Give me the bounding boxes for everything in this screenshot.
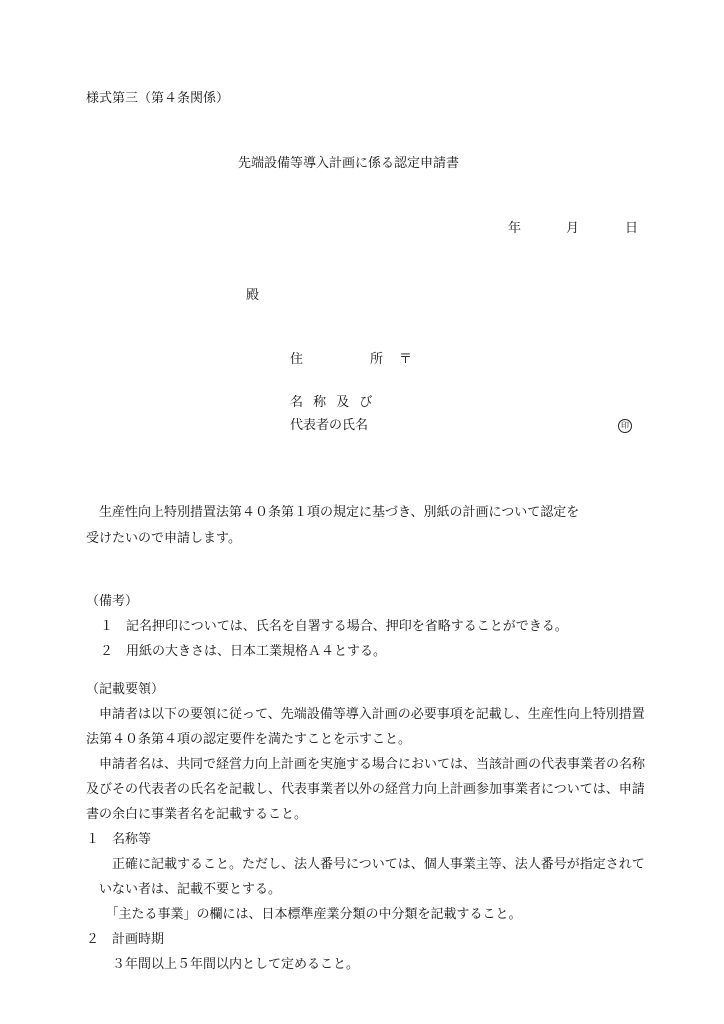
instructions-line: 法第４０条第４項の認定要件を満たすことを示すこと。 (86, 732, 412, 747)
statement-line: 受けたいので申請します。 (86, 531, 241, 546)
instructions-line: 及びその代表者の氏名を記載し、代表事業者以外の経営力向上計画参加事業者については、申請 (86, 782, 645, 797)
instructions-line: ３年間以上５年間以内として定めること。 (86, 957, 360, 972)
remarks-section (86, 595, 646, 670)
date-year: 年 (508, 221, 522, 236)
instructions-line: ２ 計画時期 (86, 932, 165, 947)
instructions-heading: （記載要領） (86, 682, 165, 697)
instructions-line: 申請者名は、共同で経営力向上計画を実施する場合においては、当該計画の代表事業者の名称 (86, 757, 646, 772)
remarks-item: １ 記名押印については、氏名を自署する場合、押印を省略することができる。 (100, 619, 568, 634)
instructions-line: いない者は、記載不要とする。 (86, 882, 282, 897)
instructions-line: 申請者は以下の要領に従って、先端設備等導入計画の必要事項を記載し、生産性向上特別措置 (86, 707, 645, 722)
name-label-line2: 代表者の氏名 (290, 418, 369, 433)
addressee: 殿 (246, 288, 260, 303)
application-statement (86, 506, 646, 558)
address-label-2: 所 (370, 352, 384, 367)
seal-mark: 印 (618, 419, 632, 433)
statement-line: 生産性向上特別措置法第４０条第１項の規定に基づき、別紙の計画について認定を (86, 505, 580, 520)
instructions-line: 正確に記載すること。ただし、法人番号については、個人事業主等、法人番号が指定されて (86, 857, 645, 872)
date-day: 日 (625, 221, 639, 236)
address-label-1: 住 (290, 352, 304, 367)
remarks-item: ２ 用紙の大きさは、日本工業規格Ａ４とする。 (100, 644, 387, 659)
instructions-section (86, 683, 646, 983)
instructions-line: 書の余白に事業者名を記載すること。 (86, 807, 308, 822)
name-label-line1: 名 称 及 び (290, 395, 376, 410)
instructions-line: 「主たる事業」の欄には、日本標準産業分類の中分類を記載すること。 (86, 907, 522, 922)
remarks-heading: （備考） (86, 594, 139, 609)
form-label: 様式第三（第４条関係） (86, 91, 230, 106)
postal-mark: 〒 (399, 352, 413, 367)
document-title: 先端設備等導入計画に係る認定申請書 (238, 156, 460, 171)
date-month: 月 (566, 221, 580, 236)
instructions-line: １ 名称等 (86, 832, 152, 847)
